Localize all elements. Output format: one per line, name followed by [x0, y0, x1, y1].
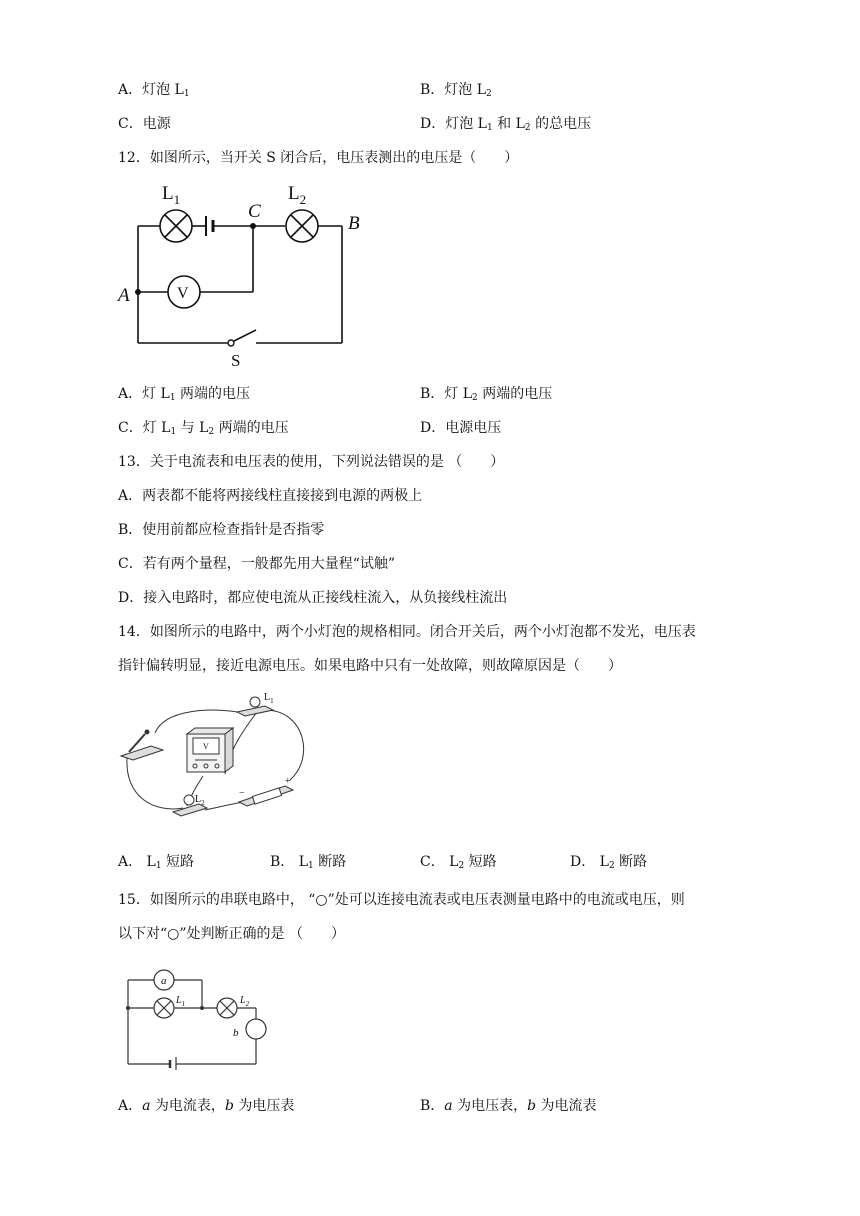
subscript: 2	[472, 393, 478, 403]
option-text: 两端的电压	[477, 386, 553, 402]
option-text: C．灯 L	[118, 420, 171, 436]
subscript: 1	[486, 123, 493, 133]
q14-option-d[interactable]	[570, 852, 647, 872]
subscript: 2	[208, 427, 215, 437]
q12-circuit-diagram	[110, 175, 370, 370]
option-text: D．电源电压	[420, 420, 502, 436]
option-text: 短路	[161, 854, 195, 870]
lamp1-label: L	[162, 183, 174, 204]
variable-b: b	[224, 1098, 234, 1114]
lamp2-sub: 2	[299, 192, 307, 207]
variable-a: a	[444, 1098, 453, 1114]
q13-option-b[interactable]: B．使用前都应检查指针是否指零	[118, 522, 325, 538]
lamp1-sub: 1	[181, 1000, 186, 1008]
option-text: 为电压表，	[452, 1098, 528, 1114]
option-text: 断路	[313, 854, 347, 870]
voltmeter-label: V	[177, 285, 189, 302]
meter-a-label: a	[161, 975, 167, 987]
q12-option-d[interactable]	[420, 418, 501, 438]
subscript: 2	[458, 861, 465, 871]
lamp2-label: L	[240, 995, 246, 1006]
subscript: 2	[524, 123, 531, 133]
q13-stem: 13．关于电流表和电压表的使用，下列说法错误的是 （ ）	[118, 454, 505, 470]
subscript: 1	[155, 861, 162, 871]
q12-option-a[interactable]	[118, 384, 250, 404]
svg-text:L1	[264, 692, 274, 705]
meter-label: V	[203, 742, 209, 751]
subscript: 1	[170, 427, 177, 437]
lamp2-sub: 2	[201, 799, 205, 807]
switch-label: S	[231, 351, 241, 370]
q13-option-c[interactable]: C．若有两个量程，一般都先用大量程“试触”	[118, 556, 396, 572]
option-text: C． L	[420, 854, 459, 870]
point-b-label: B	[348, 213, 360, 234]
option-text: 为电流表，	[150, 1098, 225, 1114]
option-text: 两端的电压	[175, 386, 251, 402]
q11-option-c[interactable]	[118, 114, 171, 134]
meter-b-icon	[246, 1019, 266, 1039]
q14-stem-line1: 14．如图所示的电路中，两个小灯泡的规格相同。闭合开关后，两个小灯泡都不发光，电压表	[118, 624, 696, 640]
plus-label: +	[285, 776, 291, 787]
q11-option-a[interactable]	[118, 80, 190, 100]
option-text: D．灯泡 L	[420, 116, 487, 132]
option-text: 和 L	[492, 116, 525, 132]
option-text: B．灯泡 L	[420, 82, 487, 98]
q12-option-c[interactable]	[118, 418, 289, 438]
svg-text:L1	[162, 183, 180, 207]
svg-text:L1	[175, 995, 185, 1008]
lamp1-label: L	[176, 995, 182, 1006]
option-text: C．电源	[118, 116, 171, 132]
q12-stem: 12．如图所示，当开关 S 闭合后，电压表测出的电压是（ ）	[118, 150, 519, 166]
q11-option-d[interactable]	[420, 114, 591, 134]
lamp-l1-icon	[250, 697, 260, 707]
point-c-label: C	[248, 201, 261, 222]
lamp1-label: L	[264, 692, 271, 703]
q14-physical-circuit	[115, 688, 325, 823]
subscript: 1	[308, 861, 314, 871]
subscript: 2	[608, 861, 615, 871]
subscript: 2	[486, 89, 492, 99]
option-text: B．灯 L	[420, 386, 473, 402]
q13-option-d[interactable]: D．接入电路时，都应使电流从正接线柱流入，从负接线柱流出	[118, 590, 508, 606]
q13-option-a[interactable]: A．两表都不能将两接线柱直接接到电源的两极上	[118, 488, 423, 504]
option-text: 两端的电压	[214, 420, 289, 436]
lamp-l2-icon	[184, 795, 194, 805]
subscript: 1	[169, 393, 176, 403]
option-text: B． L	[270, 854, 309, 870]
lamp1-sub: 1	[173, 192, 181, 207]
variable-a: a	[142, 1098, 151, 1114]
option-text: D． L	[570, 854, 609, 870]
option-text: A． L	[118, 854, 156, 870]
option-text: A．灯 L	[118, 386, 170, 402]
option-text: 与 L	[176, 420, 209, 436]
q14-option-b[interactable]	[270, 852, 346, 872]
variable-b: b	[527, 1098, 537, 1114]
option-text: 短路	[464, 854, 497, 870]
option-text: 的总电压	[530, 116, 592, 132]
lamp2-label: L	[195, 794, 202, 805]
option-text: 为电压表	[233, 1098, 295, 1114]
lamp1-sub: 1	[270, 697, 274, 705]
option-text: A．灯泡 L	[118, 82, 184, 98]
q15-stem-line1: 15．如图所示的串联电路中， “○”处可以连接电流表或电压表测量电路中的电流或电压，则	[118, 892, 685, 908]
svg-text:L2	[288, 183, 306, 207]
point-a-label: A	[118, 285, 130, 306]
option-text: A．	[118, 1098, 143, 1114]
q15-option-b[interactable]	[420, 1096, 597, 1116]
lamp2-sub: 2	[245, 1000, 250, 1008]
q15-option-a[interactable]	[118, 1096, 294, 1116]
svg-text:L2	[239, 995, 250, 1008]
q14-stem-line2: 指针偏转明显，接近电源电压。如果电路中只有一处故障，则故障原因是（ ）	[118, 658, 622, 674]
lamp2-label: L	[288, 183, 300, 204]
q15-circuit-diagram	[120, 960, 280, 1070]
q14-option-c[interactable]	[420, 852, 497, 872]
q11-option-b[interactable]	[420, 80, 492, 100]
option-text: B．	[420, 1098, 445, 1114]
q15-stem-line2: 以下对“○”处判断正确的是 （ ）	[118, 926, 345, 942]
option-text: 为电流表	[536, 1098, 597, 1114]
meter-b-label: b	[233, 1027, 239, 1039]
option-text: 断路	[614, 854, 648, 870]
q12-option-b[interactable]	[420, 384, 552, 404]
q14-option-a[interactable]	[118, 852, 194, 872]
subscript: 1	[183, 89, 190, 99]
minus-label: −	[239, 788, 245, 799]
